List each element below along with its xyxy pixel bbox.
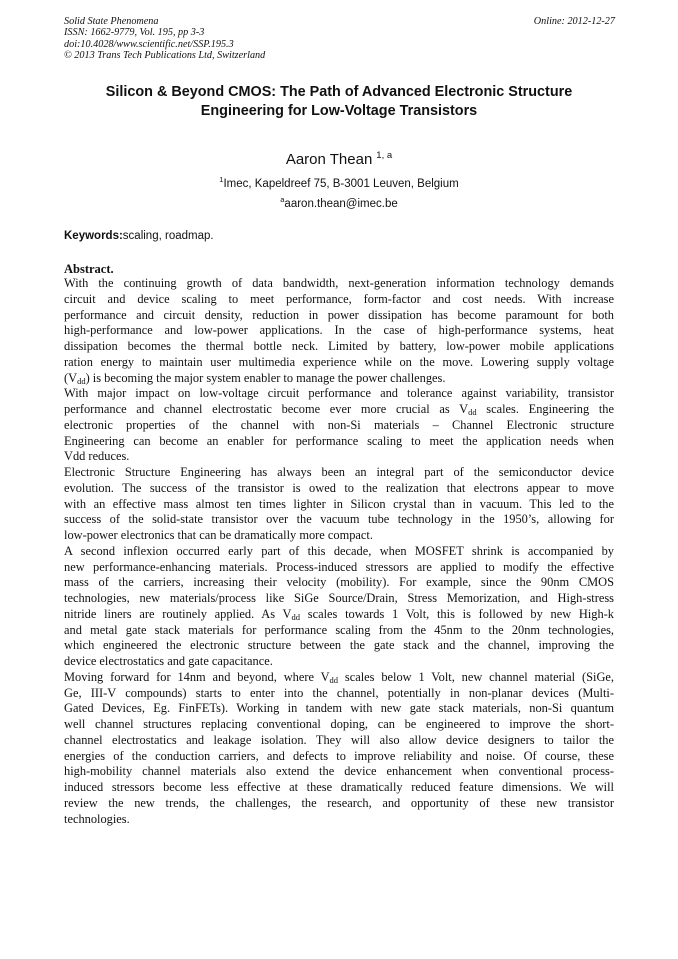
title-line-2: Engineering for Low-Voltage Transistors [200,102,478,119]
abstract-line: channel electrostatics and leakage isolation. They will also allow device designers to tailor the [64,732,614,747]
journal-header [64,16,464,61]
abstract-heading: Abstract. [64,262,114,276]
abstract-line: which engineered the electronic structure between the gate stack and the channel, improving the [64,638,614,653]
abstract-line: Gated Devices, Eg. FinFETs). Working in tandem with new gate stack materials, non-Si quantum [64,701,614,716]
keywords [64,229,614,243]
abstract-line: with an effective mass almost ten times lighter in Silicon crystal than in vacuum. This led to the [64,496,614,511]
abstract-text: ) is becoming the major system enabler to manage the power challenges. [85,370,446,385]
abstract-line: With the continuing growth of data bandwidth, next-generation information technology demands [64,276,614,290]
abstract-text: scales. Engineering the [476,402,614,416]
keywords-text: scaling, roadmap. [122,230,214,242]
abstract-line: high-mobility channel materials also extend the device enhancement when conventional process- [64,764,614,779]
abstract-line: Ge, III-V compounds) starts to enter into the channel, potentially in non-planar devices (Multi- [64,685,614,700]
abstract-line: A second inflexion occurred early part of this decade, when MOSFET shrink is accompanied by [64,543,614,558]
email-text: aaron.thean@imec.be [284,198,398,210]
journal-doi: doi:10.4028/www.scientific.net/SSP.195.3 [64,38,234,50]
abstract-line: high-performance and low-power applications. In the case of high-performance systems, heat [64,323,614,338]
abstract-line: mass of the carriers, increasing their velocity (mobility). For example, since the 90nm CMOS [64,575,614,590]
keywords-label: Keywords: [64,230,123,242]
abstract-line: well channel structures replacing conventional doping, can be engineered to improve the short- [64,717,614,731]
vdd-subscript: dd [77,375,86,386]
author-email [64,193,614,211]
journal-name: Solid State Phenomena [64,16,159,27]
abstract-line: circuit and device scaling to meet performance, form-factor and cost needs. With increase [64,291,614,306]
abstract-line: evolution. The success of the transistor is owed to the realization that electrons appear to move [64,480,614,495]
abstract-line: technologies, new materials/process like SiGe Source/Drain, Stress Memorization, and High-stress [64,591,614,605]
affiliation-text: Imec, Kapeldreef 75, B-3001 Leuven, Belgium [223,178,459,190]
abstract-line [64,402,614,418]
online-date-header [534,16,615,27]
abstract-line: electronic properties of the channel with non-Si materials – Channel Electronic structure [64,417,614,432]
author-name: Aaron Thean [285,151,373,168]
abstract-line: new performance-enhancing materials. Process-induced stressors are applied to modify the effective [64,559,614,574]
abstract-text: nitride liners are routinely applied. As V [64,606,292,621]
vdd-subscript: dd [468,407,477,417]
online-date: Online: 2012-12-27 [533,16,615,27]
abstract-body [64,276,614,827]
abstract-line: low-power electronics that can be dramatically more compact. [64,528,373,542]
paper-title [64,83,614,120]
abstract-line: success of the solid-state transistor over the vacuum tube technology in the 1950’s, allowing for [64,512,614,527]
abstract-text: scales towards 1 Volt, this is followed by new High-k [300,606,614,621]
abstract-line: dissipation becomes the thermal bottle neck. Limited by battery, low-power mobile applications [64,339,614,353]
abstract-line [64,607,614,623]
affiliation-superscript: 1 [219,175,224,184]
abstract-text: performance and channel electrostatic become ever more crucial as V [64,402,469,416]
abstract-line: technologies. [64,811,130,826]
title-line-1: Silicon & Beyond CMOS: The Path of Advanced Electronic Structure [105,84,573,100]
abstract-line: performance and circuit density, reduction in power dissipation has become paramount for both [64,307,614,322]
journal-copyright: © 2013 Trans Tech Publications Ltd, Switzerland [64,49,266,61]
abstract-line: Vdd reduces. [64,449,130,464]
journal-issn: ISSN: 1662-9779, Vol. 195, pp 3-3 [64,27,205,39]
email-superscript: a [280,195,285,204]
abstract-line: Engineering can become an enabler for performance scaling to meet the application needs when [64,433,614,448]
abstract-line: With major impact on low-voltage circuit performance and tolerance against variability, transistor [64,386,614,401]
abstract-text: (V [64,370,78,385]
author-superscript: 1, a [376,150,393,161]
abstract-line: Electronic Structure Engineering has always been an integral part of the semiconductor device [64,465,614,479]
abstract-line: ration energy to maintain user multimedia experience while on the move. Lowering supply voltage [64,354,614,369]
abstract-text: Moving forward for 14nm and beyond, where V [64,669,330,684]
abstract-line [64,670,614,686]
abstract-line: induced stressors become less effective at these dramatically reduced feature dimensions. We will [64,780,614,794]
abstract-text: scales below 1 Volt, new channel material (SiGe, [338,669,614,684]
abstract-line: device electrostatics and gate capacitance. [64,654,273,668]
abstract-line: and metal gate stack materials for performance scaling from the 45nm to the 20nm technologies, [64,622,614,637]
author-line [64,147,614,169]
abstract-line: energies of the conduction carriers, and defects to improve reliability and noise. Of course, these [64,748,614,763]
abstract-line [64,371,614,387]
vdd-subscript: dd [291,611,301,622]
affiliation [64,173,614,191]
vdd-subscript: dd [329,674,339,685]
abstract-line: review the new trends, the challenges, the research, and opportunity of these new transistor [64,795,614,810]
